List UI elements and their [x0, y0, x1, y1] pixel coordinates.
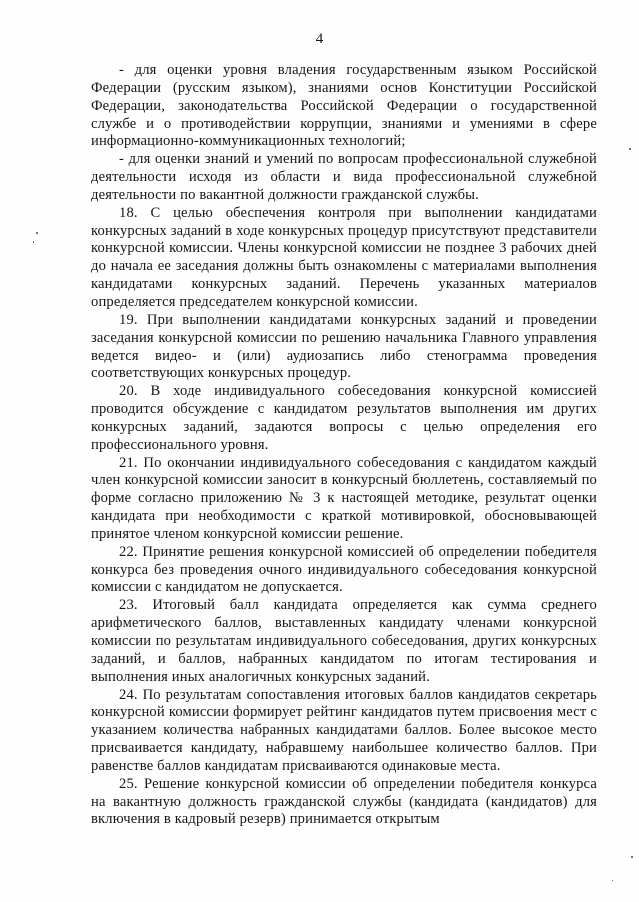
- scan-speck: [33, 241, 34, 243]
- paragraph-24: 24. По результатам сопоставления итоговых баллов кандидатов секретарь конкурсной комиссии формирует рейтинг кандидатов путем присвоения мест с указанием количества набранных кандидатами баллов. Более высокое место присваивается кандидату, набравшему наибольшее количество баллов. При равенстве баллов кандидатам присваиваются одинаковые места.: [91, 686, 597, 774]
- paragraph-20: 20. В ходе индивидуального собеседования конкурсной комиссией проводится обсуждение с кандидатом результатов выполнения им других конкурсных заданий, задаются вопросы с целью определения его профессионального уровня.: [91, 383, 597, 453]
- scan-speck: [612, 880, 613, 881]
- paragraph-25: 25. Решение конкурсной комиссии об определении победителя конкурса на вакантную должность гражданской службы (кандидата (кандидатов) для включения в кадровый резерв) принимается открытым: [91, 775, 597, 828]
- paragraph-19: 19. При выполнении кандидатами конкурсных заданий и проведении заседания конкурсной комиссии по решению начальника Главного управления ведется видео- и (или) аудиозапись либо стенограмма проведения соответствующих конкурсных процедур.: [91, 311, 597, 382]
- paragraph-professional-assessment: - для оценки знаний и умений по вопросам профессиональной служебной деятельности исходя из области и вида профессиональной служебной деятельности по вакантной должности гражданской службы.: [91, 151, 597, 203]
- scan-speck: [36, 232, 38, 234]
- scan-speck: [629, 148, 631, 150]
- page-number: 4: [315, 31, 324, 47]
- paragraph-18: 18. С целью обеспечения контроля при выполнении кандидатами конкурсных заданий в ходе конкурсных процедур присутствуют представители конкурсной комиссии. Члены конкурсной комиссии не позднее 3 рабочих дней до начала ее заседания должны быть ознакомлены с материалами выполнения кандидатами конкурсных заданий. Перечень указанных материалов определяется председателем конкурсной комиссии.: [91, 204, 597, 310]
- scan-speck: [631, 856, 633, 858]
- document-body: [91, 62, 597, 829]
- paragraph-21: 21. По окончании индивидуального собеседования с кандидатом каждый член конкурсной комиссии заносит в конкурсный бюллетень, составляемый по форме согласно приложению № 3 к настоящей методике, результат оценки кандидата при необходимости с краткой мотивировкой, обосновывающей принятое членом конкурсной комиссии решение.: [91, 454, 597, 542]
- paragraph-23: 23. Итоговый балл кандидата определяется как сумма среднего арифметического баллов, выставленных кандидату членами конкурсной комиссии по результатам индивидуального собеседования, других конкурсных заданий, и баллов, набранных кандидатом по итогам тестирования и выполнения иных аналогичных конкурсных заданий.: [91, 597, 597, 685]
- paragraph-language-assessment: - для оценки уровня владения государственным языком Российской Федерации (русским языком), знаниями основ Конституции Российской Федерации, законодательства Российской Федерации о государственной службе и о противодействии коррупции, знаниями и умениями в сфере информационно-коммуникационных технологий;: [91, 62, 597, 150]
- paragraph-22: 22. Принятие решения конкурсной комиссией об определении победителя конкурса без проведения очного индивидуального собеседования конкурсной комиссии с кандидатом не допускается.: [91, 543, 597, 596]
